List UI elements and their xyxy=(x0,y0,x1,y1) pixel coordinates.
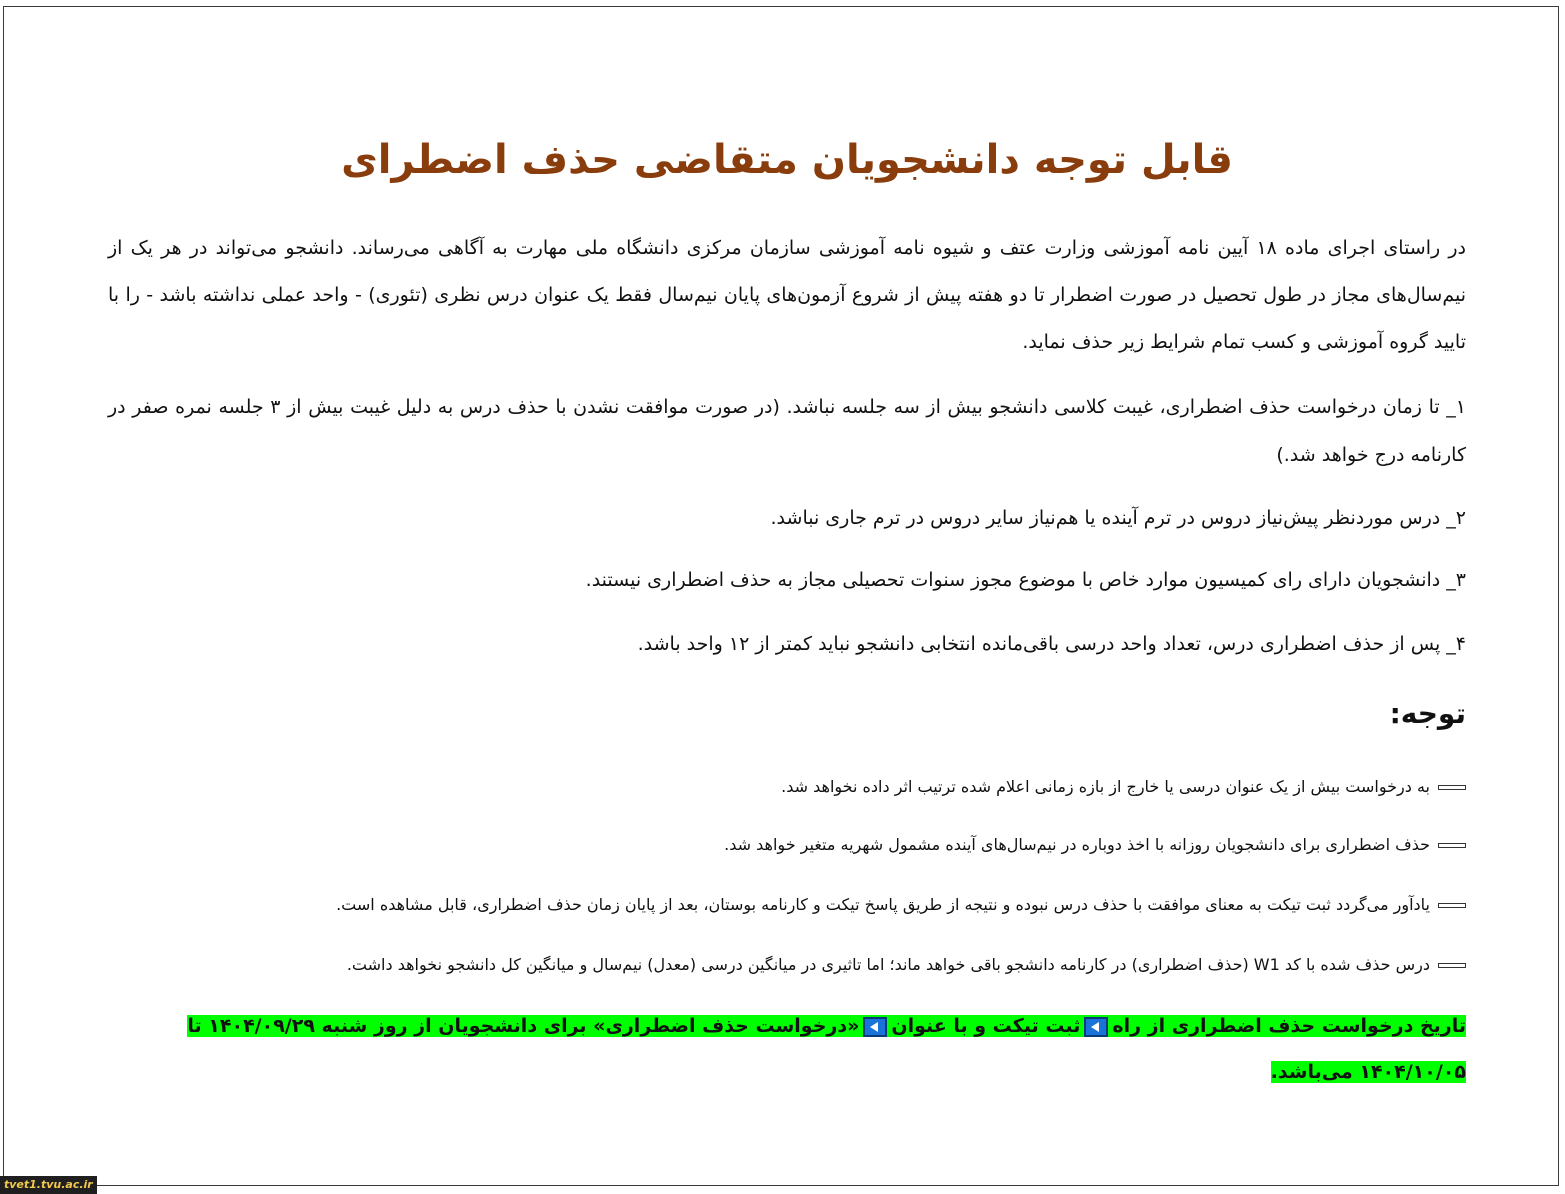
play-arrow-icon xyxy=(1084,1017,1108,1037)
note-heading: توجه: xyxy=(1389,697,1466,730)
highlight-part-1: تاریخ درخواست حذف اضطراری از راه xyxy=(1112,1015,1466,1037)
highlight-text xyxy=(187,1015,1466,1083)
note-text: درس حذف شده با کد W1 (حذف اضطراری) در کارنامه دانشجو باقی خواهد ماند؛ اما تاثیری در میانگین درسی (معدل) نیم‌سال و میانگین کل دانشجو نخواهد داشت. xyxy=(346,955,1430,974)
condition-4: ۴_ پس از حذف اضطراری درس، تعداد واحد درسی باقی‌مانده انتخابی دانشجو نباید کمتر از ۱۲ واحد باشد. xyxy=(637,633,1466,655)
highlight-part-3: «درخواست حذف اضطراری» برای دانشجویان از روز شنبه ۱۴۰۴/۰۹/۲۹ تا ۱۴۰۴/۱۰/۰۵ می‌باشد. xyxy=(187,1015,1466,1083)
note-item xyxy=(108,767,1466,807)
intro-paragraph: در راستای اجرای ماده ۱۸ آیین نامه آموزشی وزارت عتف و شیوه نامه آموزشی سازمان مرکزی دانشگاه ملی مهارت به آگاهی می‌رساند. دانشجو می‌تواند در هر یک از نیم‌سال‌های مجاز در طول تحصیل در صورت اضطرار تا دو هفته پیش از شروع آزمون‌های پایان نیم‌سال فقط یک عنوان درس نظری (تئوری) - واحد عملی نداشته باشد - را با تایید گروه آموزشی و کسب تمام شرایط زیر حذف نماید. xyxy=(108,237,1466,353)
note-item xyxy=(108,945,1466,985)
note-text: به درخواست بیش از یک عنوان درسی یا خارج از بازه زمانی اعلام شده ترتیب اثر داده نخواهد شد. xyxy=(781,777,1430,796)
note-item xyxy=(108,885,1466,925)
deadline-highlight xyxy=(108,1003,1466,1095)
condition-2: ۲_ درس موردنظر پیش‌نیاز دروس در ترم آینده یا هم‌نیاز سایر دروس در ترم جاری نباشد. xyxy=(770,507,1466,529)
condition-3: ۳_ دانشجویان دارای رای کمیسیون موارد خاص با موضوع مجوز سنوات تحصیلی مجاز به حذف اضطراری نیستند. xyxy=(585,569,1466,591)
dash-bullet-icon xyxy=(1438,785,1466,790)
dash-bullet-icon xyxy=(1438,963,1466,968)
note-text: حذف اضطراری برای دانشجویان روزانه با اخذ دوباره در نیم‌سال‌های آینده مشمول شهریه متغیر خواهد شد. xyxy=(724,835,1430,854)
condition-1: ۱_ تا زمان درخواست حذف اضطراری، غیبت کلاسی دانشجو بیش از سه جلسه نباشد. (در صورت موافقت نشدن با حذف درس به دلیل غیبت بیش از ۳ جلسه نمره صفر در کارنامه درج خواهد شد.) xyxy=(108,396,1466,466)
page-title: قابل توجه دانشجویان متقاضی حذف اضطرای xyxy=(341,137,1233,183)
site-watermark: tvet1.tvu.ac.ir xyxy=(0,1176,97,1194)
dash-bullet-icon xyxy=(1438,843,1466,848)
document-frame xyxy=(3,6,1559,1186)
note-text: یادآور می‌گردد ثبت تیکت به معنای موافقت با حذف درس نبوده و نتیجه از طریق پاسخ تیکت و کارنامه بوستان، بعد از پایان زمان حذف اضطراری، قابل مشاهده است. xyxy=(336,895,1430,914)
dash-bullet-icon xyxy=(1438,903,1466,908)
note-item xyxy=(108,825,1466,865)
highlight-part-2: ثبت تیکت و با عنوان xyxy=(891,1015,1081,1037)
play-arrow-icon xyxy=(863,1017,887,1037)
